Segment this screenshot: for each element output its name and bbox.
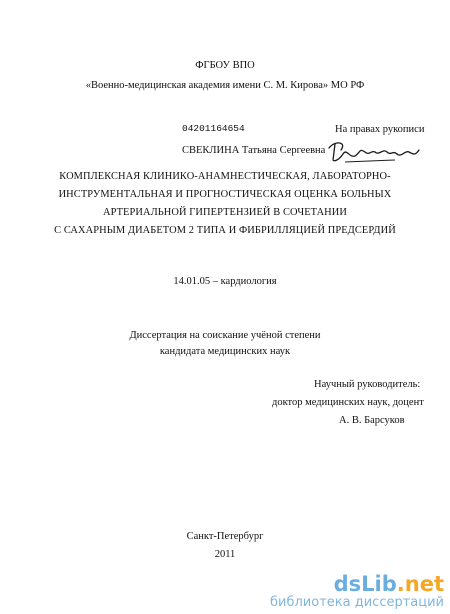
watermark-logo-accent: .net: [396, 572, 444, 596]
watermark-subtitle: библиотека диссертаций: [270, 595, 444, 610]
watermark-logo-main: dsLib: [333, 572, 397, 596]
registration-number: 04201164654: [182, 123, 245, 134]
title-line-2: ИНСТРУМЕНТАЛЬНАЯ И ПРОГНОСТИЧЕСКАЯ ОЦЕНКА БОЛЬНЫХ: [58, 189, 392, 200]
watermark-logo: [270, 573, 444, 595]
year: 2011: [214, 549, 236, 560]
supervisor-label: Научный руководитель:: [314, 379, 421, 390]
title-line-4: С САХАРНЫМ ДИАБЕТОМ 2 ТИПА И ФИБРИЛЛЯЦИЕЙ ПРЕДСЕРДИЙ: [54, 225, 396, 236]
supervisor-name: А. В. Барсуков: [339, 415, 405, 426]
title-line-1: КОМПЛЕКСНАЯ КЛИНИКО-АНАМНЕСТИЧЕСКАЯ, ЛАБОРАТОРНО-: [59, 171, 391, 182]
city: Санкт-Петербург: [186, 531, 264, 542]
author-name: СВЕКЛИНА Татьяна Сергеевна: [182, 145, 326, 156]
dslib-watermark[interactable]: [270, 573, 444, 610]
organization-short-name: ФГБОУ ВПО: [195, 60, 255, 71]
handwritten-signature: [325, 138, 421, 166]
title-line-3: АРТЕРИАЛЬНОЙ ГИПЕРТЕНЗИЕЙ В СОЧЕТАНИИ: [103, 207, 347, 218]
degree-line-2: кандидата медицинских наук: [159, 346, 291, 357]
organization-full-name: «Военно-медицинская академия имени С. М. Кирова» МО РФ: [85, 80, 365, 91]
specialty: 14.01.05 – кардиология: [173, 276, 277, 287]
rights-note: На правах рукописи: [335, 124, 425, 135]
supervisor-title: доктор медицинских наук, доцент: [272, 397, 424, 408]
degree-line-1: Диссертация на соискание учёной степени: [129, 330, 321, 341]
